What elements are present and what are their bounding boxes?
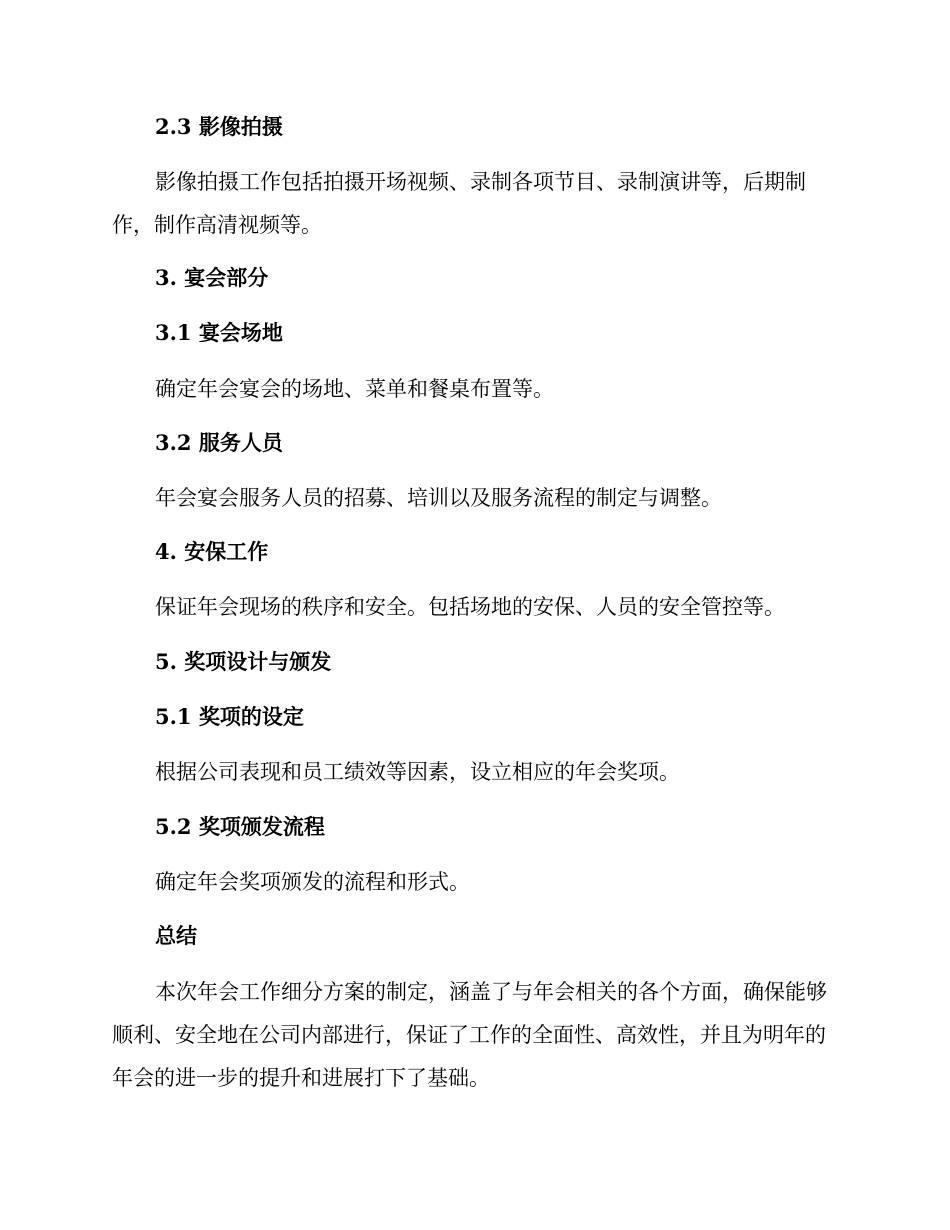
section-heading-5-2: 5.2 奖项颁发流程 <box>155 814 325 839</box>
section-heading-3-1: 3.1 宴会场地 <box>155 320 283 345</box>
paragraph-video-shooting: 影像拍摄工作包括拍摄开场视频、录制各项节目、录制演讲等，后期制作，制作高清视频等。 <box>112 170 806 237</box>
section-heading-4: 4. 安保工作 <box>155 539 269 564</box>
paragraph-service-staff: 年会宴会服务人员的招募、培训以及服务流程的制定与调整。 <box>155 486 722 510</box>
section-heading-5-1: 5.1 奖项的设定 <box>155 704 304 729</box>
paragraph-summary: 本次年会工作细分方案的制定，涵盖了与年会相关的各个方面，确保能够顺利、安全地在公司内部进行，保证了工作的全面性、高效性，并且为明年的年会的进一步的提升和进展打下了基础。 <box>112 980 827 1090</box>
paragraph-security: 保证年会现场的秩序和安全。包括场地的安保、人员的安全管控等。 <box>155 595 785 619</box>
section-heading-3: 3. 宴会部分 <box>155 265 269 290</box>
section-heading-2-3: 2.3 影像拍摄 <box>155 114 283 139</box>
paragraph-award-setup: 根据公司表现和员工绩效等因素，设立相应的年会奖项。 <box>155 760 680 784</box>
section-heading-summary: 总结 <box>155 923 197 948</box>
paragraph-award-process: 确定年会奖项颁发的流程和形式。 <box>155 870 470 894</box>
section-heading-5: 5. 奖项设计与颁发 <box>155 649 332 674</box>
paragraph-banquet-venue: 确定年会宴会的场地、菜单和餐桌布置等。 <box>155 377 554 401</box>
section-heading-3-2: 3.2 服务人员 <box>155 430 283 455</box>
